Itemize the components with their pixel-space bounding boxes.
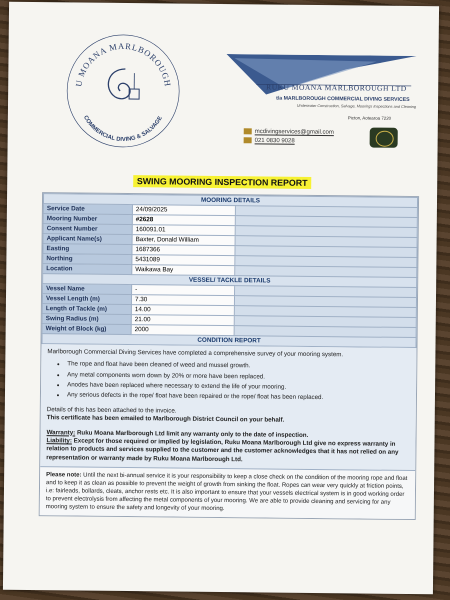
row-label: Service Date xyxy=(43,204,132,215)
finding-item: • Any serious defects in the rope/ float have been repaired or the rope/ float has been replaced. xyxy=(67,392,410,404)
phone-icon xyxy=(244,137,252,143)
warranty-label: Warranty: xyxy=(46,428,76,436)
condition-report-body xyxy=(40,344,416,470)
liability-paragraph xyxy=(46,437,409,466)
title-wrapper xyxy=(7,170,437,193)
row-label: Weight of Block (kg) xyxy=(42,324,131,335)
finding-item: • Anodes have been replaced where necessary to extend the life of your mooring. xyxy=(67,381,410,393)
vessel-details-heading: VESSEL/ TACKLE DETAILS xyxy=(43,274,417,288)
mooring-details-heading: MOORING DETAILS xyxy=(43,194,417,208)
svg-text:RUKU MOANA MARLBOROUGH LTD: RUKU MOANA MARLBOROUGH xyxy=(73,40,174,88)
invoice-note: Details of this has been attached to the invoice. xyxy=(46,405,177,415)
location-value: Waikawa Bay xyxy=(132,265,235,276)
liability-text: Except for those required or implied by legislation, Ruku Moana Marlborough Ltd give no express warranty in relation to products and services supplied to the customer and the customer acknowledges that it has not relied on any representation or warranty made by Ruku Moana Marlborough Ltd. xyxy=(46,437,399,463)
row-label: Easting xyxy=(43,244,132,255)
council-note: This certificate has been emailed to Marlborough District Council on your behalf. xyxy=(46,414,285,424)
finding-item: • Any metal components worn down by 20% or more have been replaced. xyxy=(67,371,410,383)
trading-as-line: t/a MARLBOROUGH COMMERCIAL DIVING SERVICES xyxy=(276,95,410,103)
email-icon xyxy=(244,128,252,134)
service-date-value: 24/09/2025 xyxy=(132,205,235,216)
block-weight-value: 2000 xyxy=(131,325,234,336)
finding-item: • The rope and float have been cleaned of weed and mussel growth. xyxy=(67,361,410,373)
row-label: Length of Tackle (m) xyxy=(42,304,131,315)
row-label: Vessel Length (m) xyxy=(42,294,131,305)
row-label: Location xyxy=(43,264,132,275)
applicant-name-value: Baxter, Donald William xyxy=(132,235,235,246)
report-intro: Marlborough Commercial Diving Services have completed a comprehensive survey of your mooring system. xyxy=(47,348,344,359)
phone-line xyxy=(244,137,295,144)
svg-text:COMMERCIAL DIVING & SALVAGE: COMMERCIAL DIVING & SALVAGE xyxy=(81,114,164,143)
email-link[interactable]: mcdivingservices@gmail.com xyxy=(254,128,334,136)
please-note-box xyxy=(40,466,415,519)
row-label: Applicant Name(s) xyxy=(43,234,132,245)
company-name: RUKU MOANA MARLBOROUGH LTD xyxy=(266,82,407,93)
report-title: SWING MOORING INSPECTION REPORT xyxy=(133,175,312,189)
warranty-text: Ruku Moana Marlborough Ltd limit any warranty only to the date of inspection. xyxy=(76,429,309,439)
company-seal-logo xyxy=(63,30,184,151)
vessel-length-value: 7.30 xyxy=(131,295,234,306)
vessel-name-value: - xyxy=(132,285,235,296)
please-note-label: Please note: xyxy=(46,472,82,479)
consent-number-value: 160091.01 xyxy=(132,225,235,236)
phone-link[interactable]: 021 0830 9028 xyxy=(254,137,295,145)
northing-value: 5431089 xyxy=(132,255,235,266)
row-label: Mooring Number xyxy=(43,214,132,225)
swing-radius-value: 21.00 xyxy=(131,315,234,326)
company-address: Picton, Aotearoa 7220 xyxy=(347,115,392,121)
row-label: Consent Number xyxy=(43,224,132,235)
easting-value: 1687366 xyxy=(132,245,235,256)
mooring-number-value: #2628 xyxy=(132,215,235,226)
row-label: Swing Radius (m) xyxy=(42,314,131,325)
row-label: Vessel Name xyxy=(43,284,132,295)
findings-list xyxy=(59,361,410,404)
mooring-details-table xyxy=(42,193,419,348)
please-note-text: Until the next bi-annual service it is your responsibility to keep a close check on the condition of the mooring rope and float and to keep it as clean as possible to prevent the weight of growth from sinking the float. Ropes can wear very quickly at friction points, i.e: fairleads, bollards, cleats, anchor rests etc. It is also important to ensure that your vessels electrical system is in good working order to prevent electrolysis from affecting the metal components of your mooring. We are able to provide cleaning and servicing for any mooring system to ensure the safety and longevity of your mooring. xyxy=(45,472,408,513)
report-form xyxy=(39,192,419,520)
liability-label: Liability: xyxy=(46,437,72,445)
tackle-length-value: 14.00 xyxy=(131,305,234,316)
row-label: Northing xyxy=(43,254,132,265)
inspection-report-page xyxy=(3,2,439,594)
services-tagline: Underwater Construction, Salvage, Moorings Inspections and Cleaning xyxy=(296,103,417,110)
certification-badge-icon xyxy=(370,128,398,148)
condition-report-heading: CONDITION REPORT xyxy=(42,334,416,348)
email-line xyxy=(244,128,334,136)
